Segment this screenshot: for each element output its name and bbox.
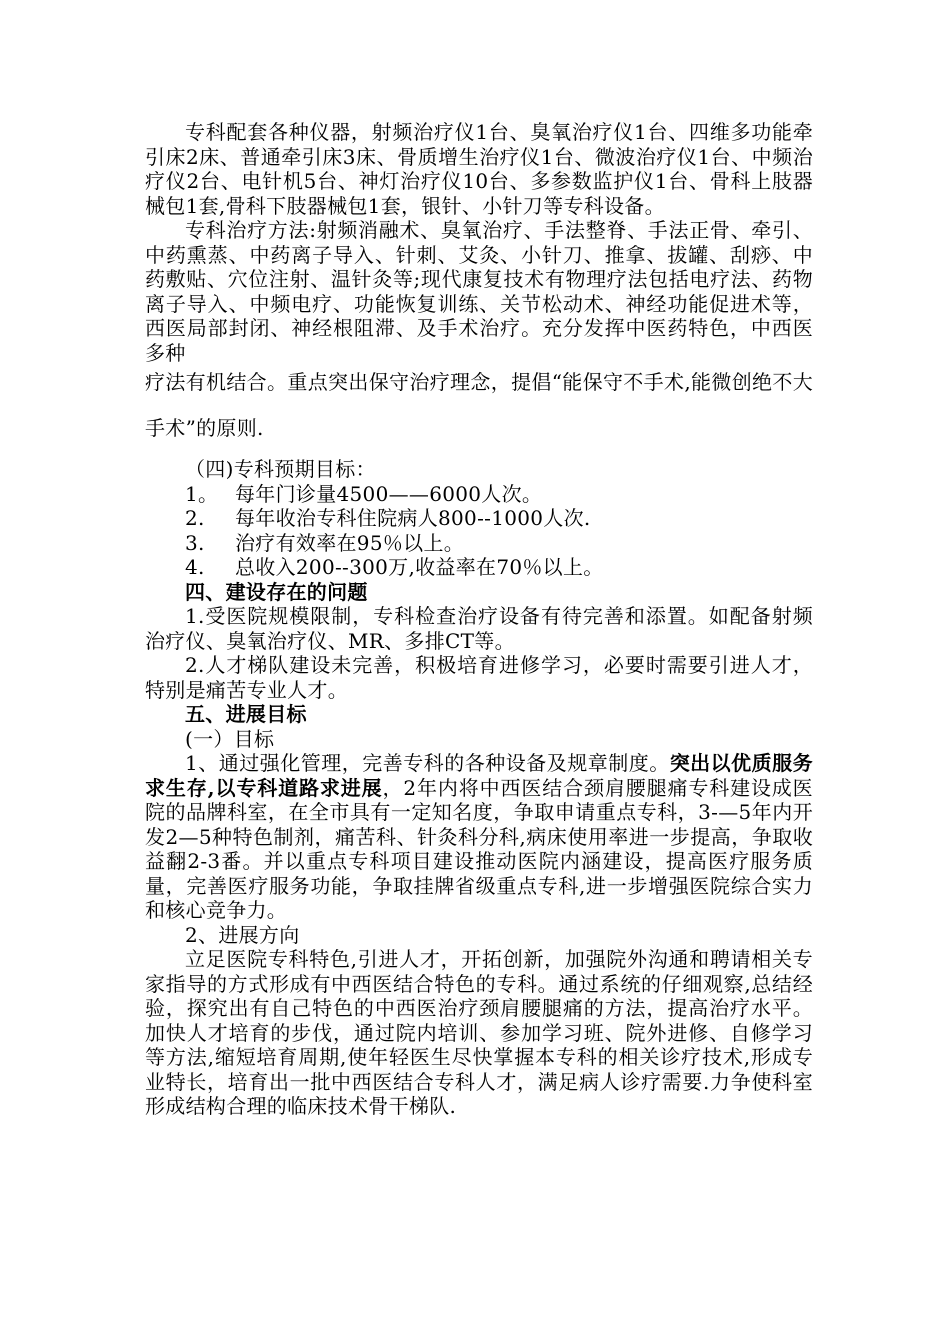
goal-item: [145, 555, 813, 580]
goal-text: 总收入200--300万,收益率在70％以上。: [235, 555, 604, 579]
goal-item: [145, 531, 813, 556]
goal-text: 每年门诊量4500——6000人次。: [235, 481, 543, 506]
document-page: [145, 120, 813, 1119]
treatment-methods-paragraph: 专科治疗方法:射频消融术、臭氧治疗、手法整脊、手法正骨、牵引、中药熏蒸、中药离子导入、针刺、艾灸、小针刀、推拿、拔罐、刮痧、中药敷贴、穴位注射、温针灸等;现代康复技术有物理疗法包括电疗法、药物离子导入、中频电疗、功能恢复训练、关节松动术、神经功能促进术等，西医局部封闭、神经根阻滞、及手术治疗。充分发挥中医药特色，中西医多种: [145, 218, 813, 365]
problems-heading: 四、建设存在的问题: [185, 579, 368, 604]
problem-paragraph-1: 1.受医院规模限制，专科检查治疗设备有待完善和添置。如配备射频治疗仪、臭氧治疗仪、MR、多排CT等。: [145, 604, 813, 653]
targets-paragraph-1-emphasis: 突出以优质服务求生存,以专科道路求进展: [145, 751, 813, 800]
targets-paragraph-1-start: 1、通过强化管理，完善专科的各种设备及规章制度。: [185, 751, 670, 775]
goal-text: 治疗有效率在95％以上。: [235, 530, 465, 555]
targets-paragraph-1: [145, 751, 813, 923]
goal-text: 每年收治专科住院病人800--1000人次.: [235, 506, 591, 530]
treatment-principle-paragraph: 疗法有机结合。重点突出保守治疗理念，提倡“能保守不手术,能微创绝不大手术”的原则.: [145, 370, 813, 440]
goal-number: 3.: [185, 530, 205, 555]
equipment-paragraph: 专科配套各种仪器，射频治疗仪1台、臭氧治疗仪1台、四维多功能牵引床2床、普通牵引床3床、骨质增生治疗仪1台、微波治疗仪1台、中频治疗仪2台、电针机5台、神灯治疗仪10台、多参数监护仪1台、骨科上肢器械包1套,骨科下肢器械包1套，银针、小针刀等专科设备。: [145, 120, 813, 218]
expected-goals-title: （四)专科预期目标：: [185, 457, 376, 481]
targets-subheading-1: (一）目标: [185, 726, 275, 751]
problem-paragraph-2: 2.人才梯队建设未完善，积极培育进修学习，必要时需要引进人才，特别是痛苦专业人才。: [145, 653, 813, 702]
goal-item: [145, 506, 813, 531]
goal-number: 1。: [185, 481, 219, 506]
goal-item: [145, 482, 813, 507]
targets-subheading-2: 2、进展方向: [185, 922, 300, 947]
targets-paragraph-1-end: ，2年内将中西医结合颈肩腰腿痛专科建设成医院的品牌科室，在全市具有一定知名度，争取申请重点专科，3-—5年内开发2—5种特色制剂，痛苦科、针灸科分科,病床使用率进一步提高，争取收益翻2-3番。并以重点专科项目建设推动医院内涵建设，提高医疗服务质量，完善医疗服务功能，争取挂牌省级重点专科,进一步增强医院综合实力和核心竞争力。: [145, 775, 813, 922]
targets-paragraph-2: 立足医院专科特色,引进人才，开拓创新，加强院外沟通和聘请相关专家指导的方式形成有中西医结合特色的专科。通过系统的仔细观察,总结经验，探究出有自己特色的中西医治疗颈肩腰腿痛的方法，提高治疗水平。加快人才培育的步伐，通过院内培训、参加学习班、院外进修、自修学习等方法,缩短培育周期,使年轻医生尽快掌握本专科的相关诊疗技术,形成专业特长，培育出一批中西医结合专科人才，满足病人诊疗需要.力争使科室形成结构合理的临床技术骨干梯队.: [145, 947, 813, 1118]
goal-number: 4.: [185, 555, 205, 579]
goal-number: 2.: [185, 506, 205, 530]
targets-heading: 五、进展目标: [185, 702, 307, 726]
